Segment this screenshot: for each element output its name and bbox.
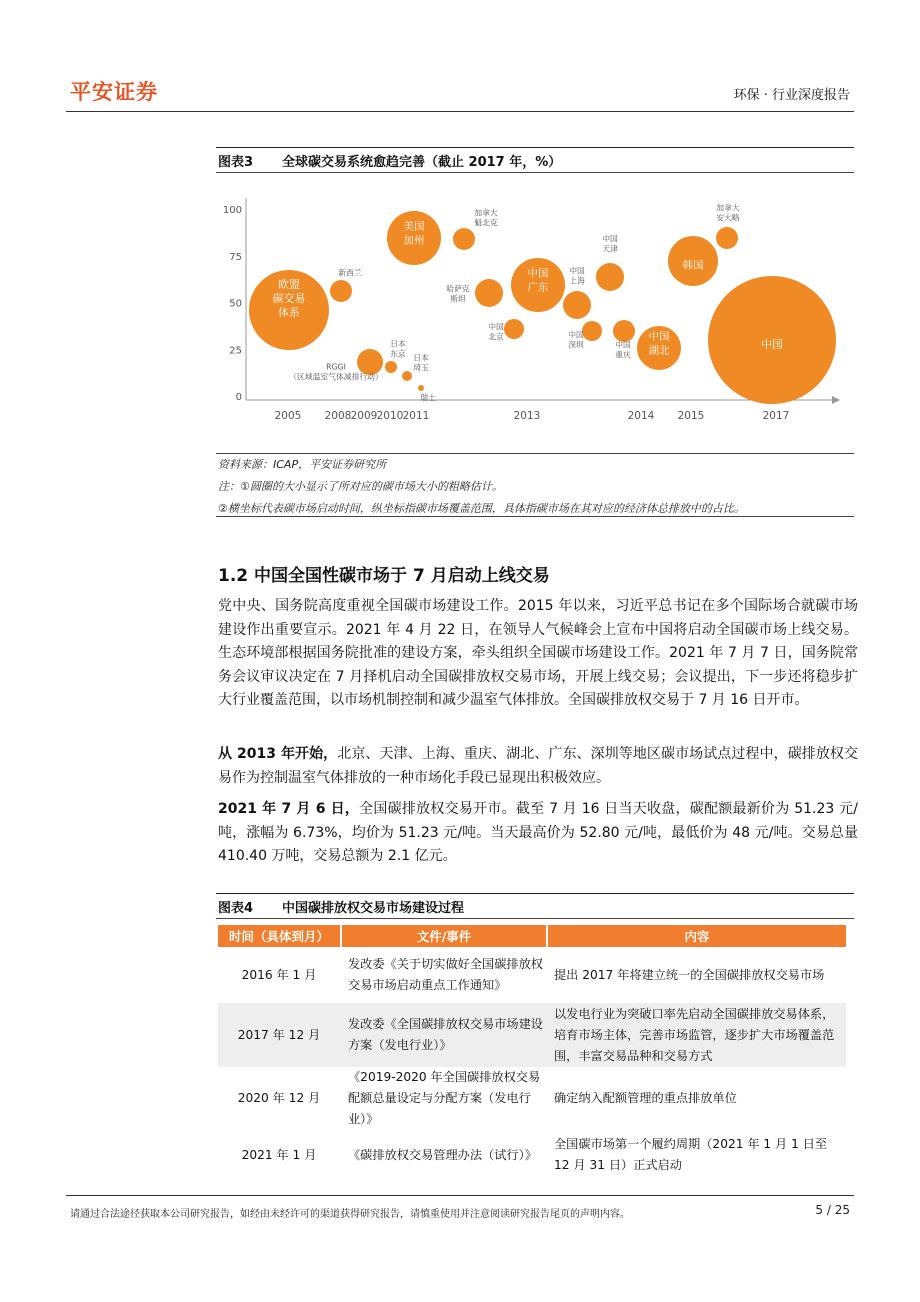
bubble-label: RGGI [326,362,346,372]
bubble-marker [402,371,412,381]
section-heading: 1.2 中国全国性碳市场于 7 月启动上线交易 [218,566,550,586]
bubble-label: 魁北克 [474,218,498,228]
column-header-content: 内容 [546,925,846,947]
cell-time: 2021 年 1 月 [241,1147,317,1162]
report-category: 环保 · 行业深度报告 [733,88,850,103]
paragraph-3 [218,798,858,869]
paragraph-2-lead: 从 2013 年开始， [218,746,338,762]
bubble-marker [330,280,352,302]
bubble-marker [453,228,475,250]
figure3-label: 图表3 [218,154,254,170]
bubble-label: 斯坦 [450,294,466,304]
bubble-label: 北京 [488,332,504,342]
cell-document: 《2019-2020 年全国碳排放权交易配额总量设定与分配方案（发电行业）》 [348,1070,541,1126]
cell-document: 《碳排放权交易管理办法（试行）》 [348,1147,537,1162]
bubble-label: 碳交易 [272,291,306,305]
page-number: 5 / 25 [815,1203,850,1217]
header-divider [66,111,854,112]
bubble-label: 哈萨克 [446,284,470,294]
figure4-caption [216,893,854,919]
bubble-label: 瑞士 [420,393,436,403]
source-divider-bottom [216,516,854,517]
bubble-chart-svg [216,190,856,430]
bubble-label: 中国 [569,266,585,276]
bubble-chart [216,190,856,430]
y-tick-label: 25 [229,345,242,357]
bubble-label: 中国 [527,267,549,280]
x-tick-label: 2005 [274,410,302,422]
bubble-label: 重庆 [615,350,631,360]
bubble-marker [504,319,524,339]
bubble-marker [596,263,624,291]
figure3-source: 资料来源：ICAP，平安证券研究所 [218,458,387,471]
cell-content: 提出 2017 年将建立统一的全国碳排放权交易市场 [554,967,825,982]
bubble-label: 新西兰 [338,268,362,278]
bubble-label: 美国 [403,220,425,233]
bubble-label: 湖北 [648,344,670,357]
bubble-label: 天津 [602,244,618,254]
cell-content: 确定纳入配额管理的重点排放单位 [554,1091,737,1105]
figure3-title: 全球碳交易系统愈趋完善（截止 2017 年，%） [282,154,562,170]
bubble-label: 中国 [615,340,631,350]
bubble-marker [385,361,397,373]
bubble-label: （区域温室气体减排行动） [289,372,383,382]
bubble-label: 中国 [602,234,618,244]
x-tick-label: 2013 [513,410,541,422]
cell-content: 以发电行业为突破口率先启动全国碳排放交易体系，培育市场主体，完善市场监管，逐步扩大市场覆盖范围，丰富交易品种和交易方式 [546,1003,846,1067]
y-tick-label: 50 [229,298,242,310]
x-tick-label: 2014 [627,410,655,422]
bubble-label: 埼玉 [413,363,429,373]
figure3-note-1: 注：①圆圈的大小显示了所对应的碳市场大小的粗略估计。 [218,480,503,493]
y-tick-label: 75 [229,251,242,263]
x-tick-label: 2011 [402,410,430,422]
bubble-marker [582,321,602,341]
column-header-document: 文件/事件 [340,925,546,947]
bubble-label: 中国 [488,322,504,332]
paragraph-3-lead: 2021 年 7 月 6 日， [218,801,360,817]
cell-document: 发改委《关于切实做好全国碳排放权交易市场启动重点工作通知》 [348,957,543,992]
bubble-label: 东京 [390,349,406,359]
y-tick-label: 0 [235,392,242,403]
x-axis-arrow [832,396,840,404]
bubble-label: 日本 [413,353,429,363]
timeline-table [218,925,846,1180]
figure4-title: 中国碳排放权交易市场建设过程 [282,900,465,916]
cell-content: 全国碳市场第一个履约周期（2021 年 1 月 1 日至 12 月 31 日）正式启动 [554,1137,828,1172]
table-row [218,1067,846,1130]
source-divider-top [216,453,854,454]
paragraph-1: 党中央、国务院高度重视全国碳市场建设工作。2015 年以来，习近平总书记在多个国际场合就碳市场建设作出重要宣示。2021 年 4 月 22 日，在领导人气候峰会上宣布中国将启动全国碳市场上线交易。生态环境部根据国务院批准的建设方案，牵头组织全国碳市场建设工作。2021 年 7 月 7 日，国务院常务会议审议决定在 7 月择机启动全国碳排放权交易市场，开展上线交易；会议提出，下一步还将稳步扩大行业覆盖范围，以市场机制控制和减少温室气体排放。全国碳排放权交易于 7 月 16 日开市。 [218,598,858,708]
bubble-label: 中国 [761,337,783,351]
bubble-label: 上海 [569,276,585,286]
bubble-label: 欧盟 [278,277,300,291]
bubble-label: 加州 [403,234,425,247]
paragraph-2-body: 北京、天津、上海、重庆、湖北、广东、深圳等地区碳市场试点过程中，碳排放权交易作为控制温室气体排放的一种市场化手段已显现出积极效应。 [218,746,858,786]
y-tick-label: 100 [222,205,242,216]
bubble-marker [563,291,591,319]
footer-divider [66,1195,854,1196]
bubble-label: 安大略 [716,213,740,223]
table-row [218,947,846,1003]
paragraph-3-body: 全国碳排放权交易开市。截至 7 月 16 日当天收盘，碳配额最新价为 51.23 元/吨，涨幅为 6.73%，均价为 51.23 元/吨。当天最高价为 52.80 元/吨，最低价为 48 元/吨。交易总量 410.40 万吨，交易总额为 2.1 亿元。 [218,801,859,864]
figure4-label: 图表4 [218,900,254,916]
cell-document: 发改委《全国碳排放权交易市场建设方案（发电行业）》 [340,1003,546,1067]
bubble-label: 深圳 [568,340,584,350]
bubble-label: 体系 [278,305,300,319]
x-tick-label: 2017 [762,410,790,422]
figure3-caption [216,147,854,173]
figure3-note-2: ②横坐标代表碳市场启动时间，纵坐标指碳市场覆盖范围，具体指碳市场在其对应的经济体总排放中的占比。 [218,502,745,515]
cell-time: 2020 年 12 月 [237,1091,321,1105]
bubble-marker [716,227,738,249]
bubble-marker [613,320,635,342]
bubble-label: 日本 [390,339,406,349]
x-tick-label: 2010 [376,410,404,422]
bubble-marker [357,349,383,375]
footer-disclaimer: 请通过合法途径获取本公司研究报告，如经由未经许可的渠道获得研究报告，请慎重使用并注意阅读研究报告尾页的声明内容。 [70,1209,630,1220]
x-tick-label: 2009 [350,410,378,422]
cell-time: 2017 年 12 月 [218,1003,340,1067]
column-header-time: 时间（具体到月） [218,925,340,947]
bubble-marker [475,279,503,307]
paragraph-2 [218,743,858,790]
bubble-label: 韩国 [682,259,704,272]
bubble-label: 加拿大 [716,203,740,213]
table-header-row [218,925,846,947]
bubble-label: 中国 [568,330,584,340]
x-tick-label: 2015 [677,410,705,422]
x-tick-label: 2008 [324,410,352,422]
bubble-label: 中国 [648,330,670,343]
bubble-marker [418,385,424,391]
table-row [218,1130,846,1180]
table-row [218,1003,846,1067]
bubble-label: 加拿大 [474,208,498,218]
cell-time: 2016 年 1 月 [241,967,317,982]
brand-logo: 平安证券 [70,80,158,104]
bubble-label: 广东 [527,281,549,294]
